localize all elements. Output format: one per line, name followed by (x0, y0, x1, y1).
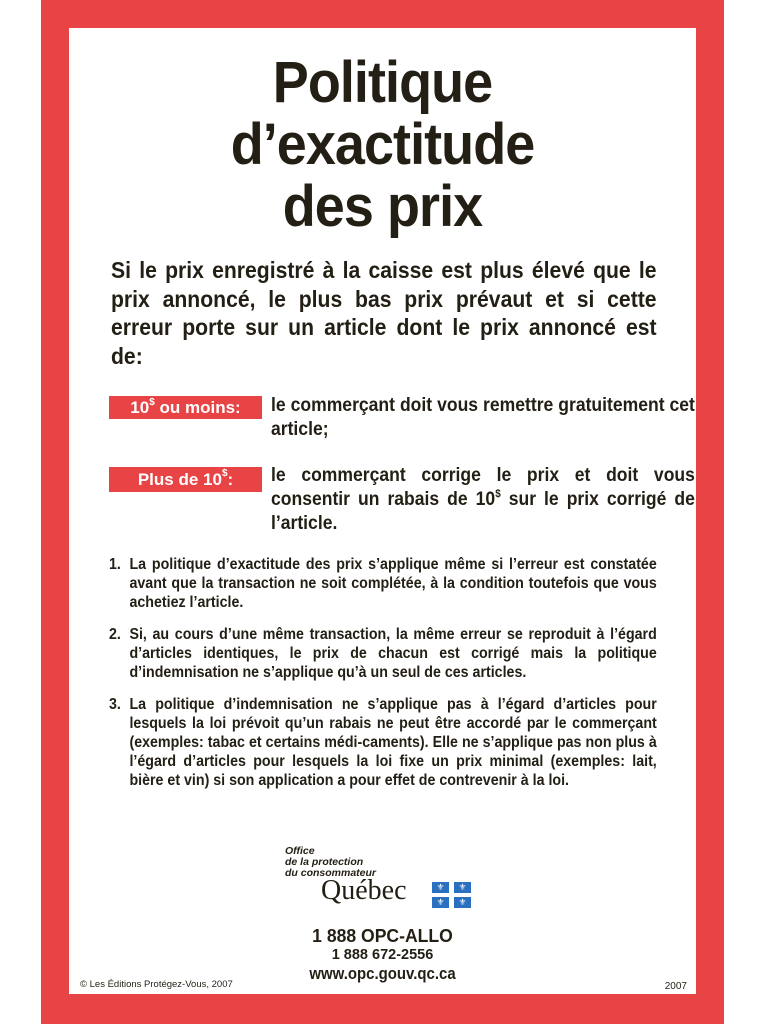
fleur-de-lis-icon: ⚜ (454, 897, 471, 908)
phone-number: 1 888 672-2556 (331, 947, 434, 963)
dollar-sign: $ (495, 488, 501, 500)
note-item (109, 555, 657, 612)
quebec-flag-icon (432, 882, 472, 908)
badge-more-than-10 (109, 467, 262, 492)
note-item (109, 625, 657, 682)
note-item (109, 695, 657, 790)
quebec-wordmark: Québec (321, 875, 407, 906)
office-line: du consommateur (285, 867, 377, 879)
intro-paragraph: Si le prix enregistré à la caisse est plus élevé que le prix annoncé, le plus bas prix prévaut et si cette erreur porte sur un article dont le prix annoncé est de: (111, 257, 657, 369)
fleur-de-lis-icon: ⚜ (432, 897, 449, 908)
dollar-sign: $ (149, 397, 155, 408)
note-text: Si, au cours d’une même transaction, la même erreur se reproduit à l’égard d’articles identiques, le prix de chacun est corrigé mais la politique d’indemnisation ne s’applique qu’à un seul de ces articles. (129, 626, 657, 681)
badge-text: ou moins: (154, 398, 241, 417)
note-text: La politique d’indemnisation ne s’applique pas à l’égard d’articles pour lesquels la loi prévoit qu’un rabais ne peut être accordé par le commerçant (exemples: tabac et certains médi-caments). Elle ne s’applique pas non plus à l’égard d’articles pour lesquels la loi fixe un prix minimal (exemples: lait, bière et vin) si son application a pour effet de contrevenir à la loi. (129, 696, 657, 789)
notes-list (109, 555, 657, 803)
title-line: d’exactitude (230, 112, 535, 177)
note-number: 2. (109, 626, 121, 643)
opc-quebec-logo (285, 846, 485, 914)
title-line: des prix (282, 174, 483, 239)
phone-mnemonic: 1 888 OPC-ALLO (312, 925, 453, 946)
note-text: La politique d’exactitude des prix s’applique même si l’erreur est constatée avant que la transaction ne soit complétée, à la condition toutefois que vous achetiez l’article. (129, 556, 657, 611)
office-line: de la protection (285, 856, 364, 868)
badge-text: Plus de 10 (137, 470, 222, 489)
rule-text-part: le commerçant corrige le prix et doit vous consentir un rabais de 10 (271, 464, 695, 510)
rule-text: le commerçant doit vous remettre gratuitement cet article; (271, 394, 695, 440)
website-url: www.opc.gouv.qc.ca (309, 964, 456, 983)
title-line: Politique (272, 50, 493, 115)
badge-text: 10 (130, 398, 150, 417)
badge-10-or-less (109, 396, 262, 419)
edition-year: 2007 (664, 981, 687, 992)
note-number: 3. (109, 696, 121, 713)
fleur-de-lis-icon: ⚜ (454, 882, 471, 893)
dollar-sign: $ (221, 468, 228, 479)
office-line: Office (285, 845, 315, 857)
poster-title (91, 52, 674, 238)
rule-text-part: sur le prix corrigé de l’article. (271, 488, 695, 534)
copyright-notice: © Les Éditions Protégez-Vous, 2007 (80, 979, 233, 990)
badge-text: : (227, 470, 234, 489)
note-number: 1. (109, 556, 121, 573)
rule-text (271, 463, 695, 535)
poster-panel (69, 28, 696, 994)
fleur-de-lis-icon: ⚜ (432, 882, 449, 893)
